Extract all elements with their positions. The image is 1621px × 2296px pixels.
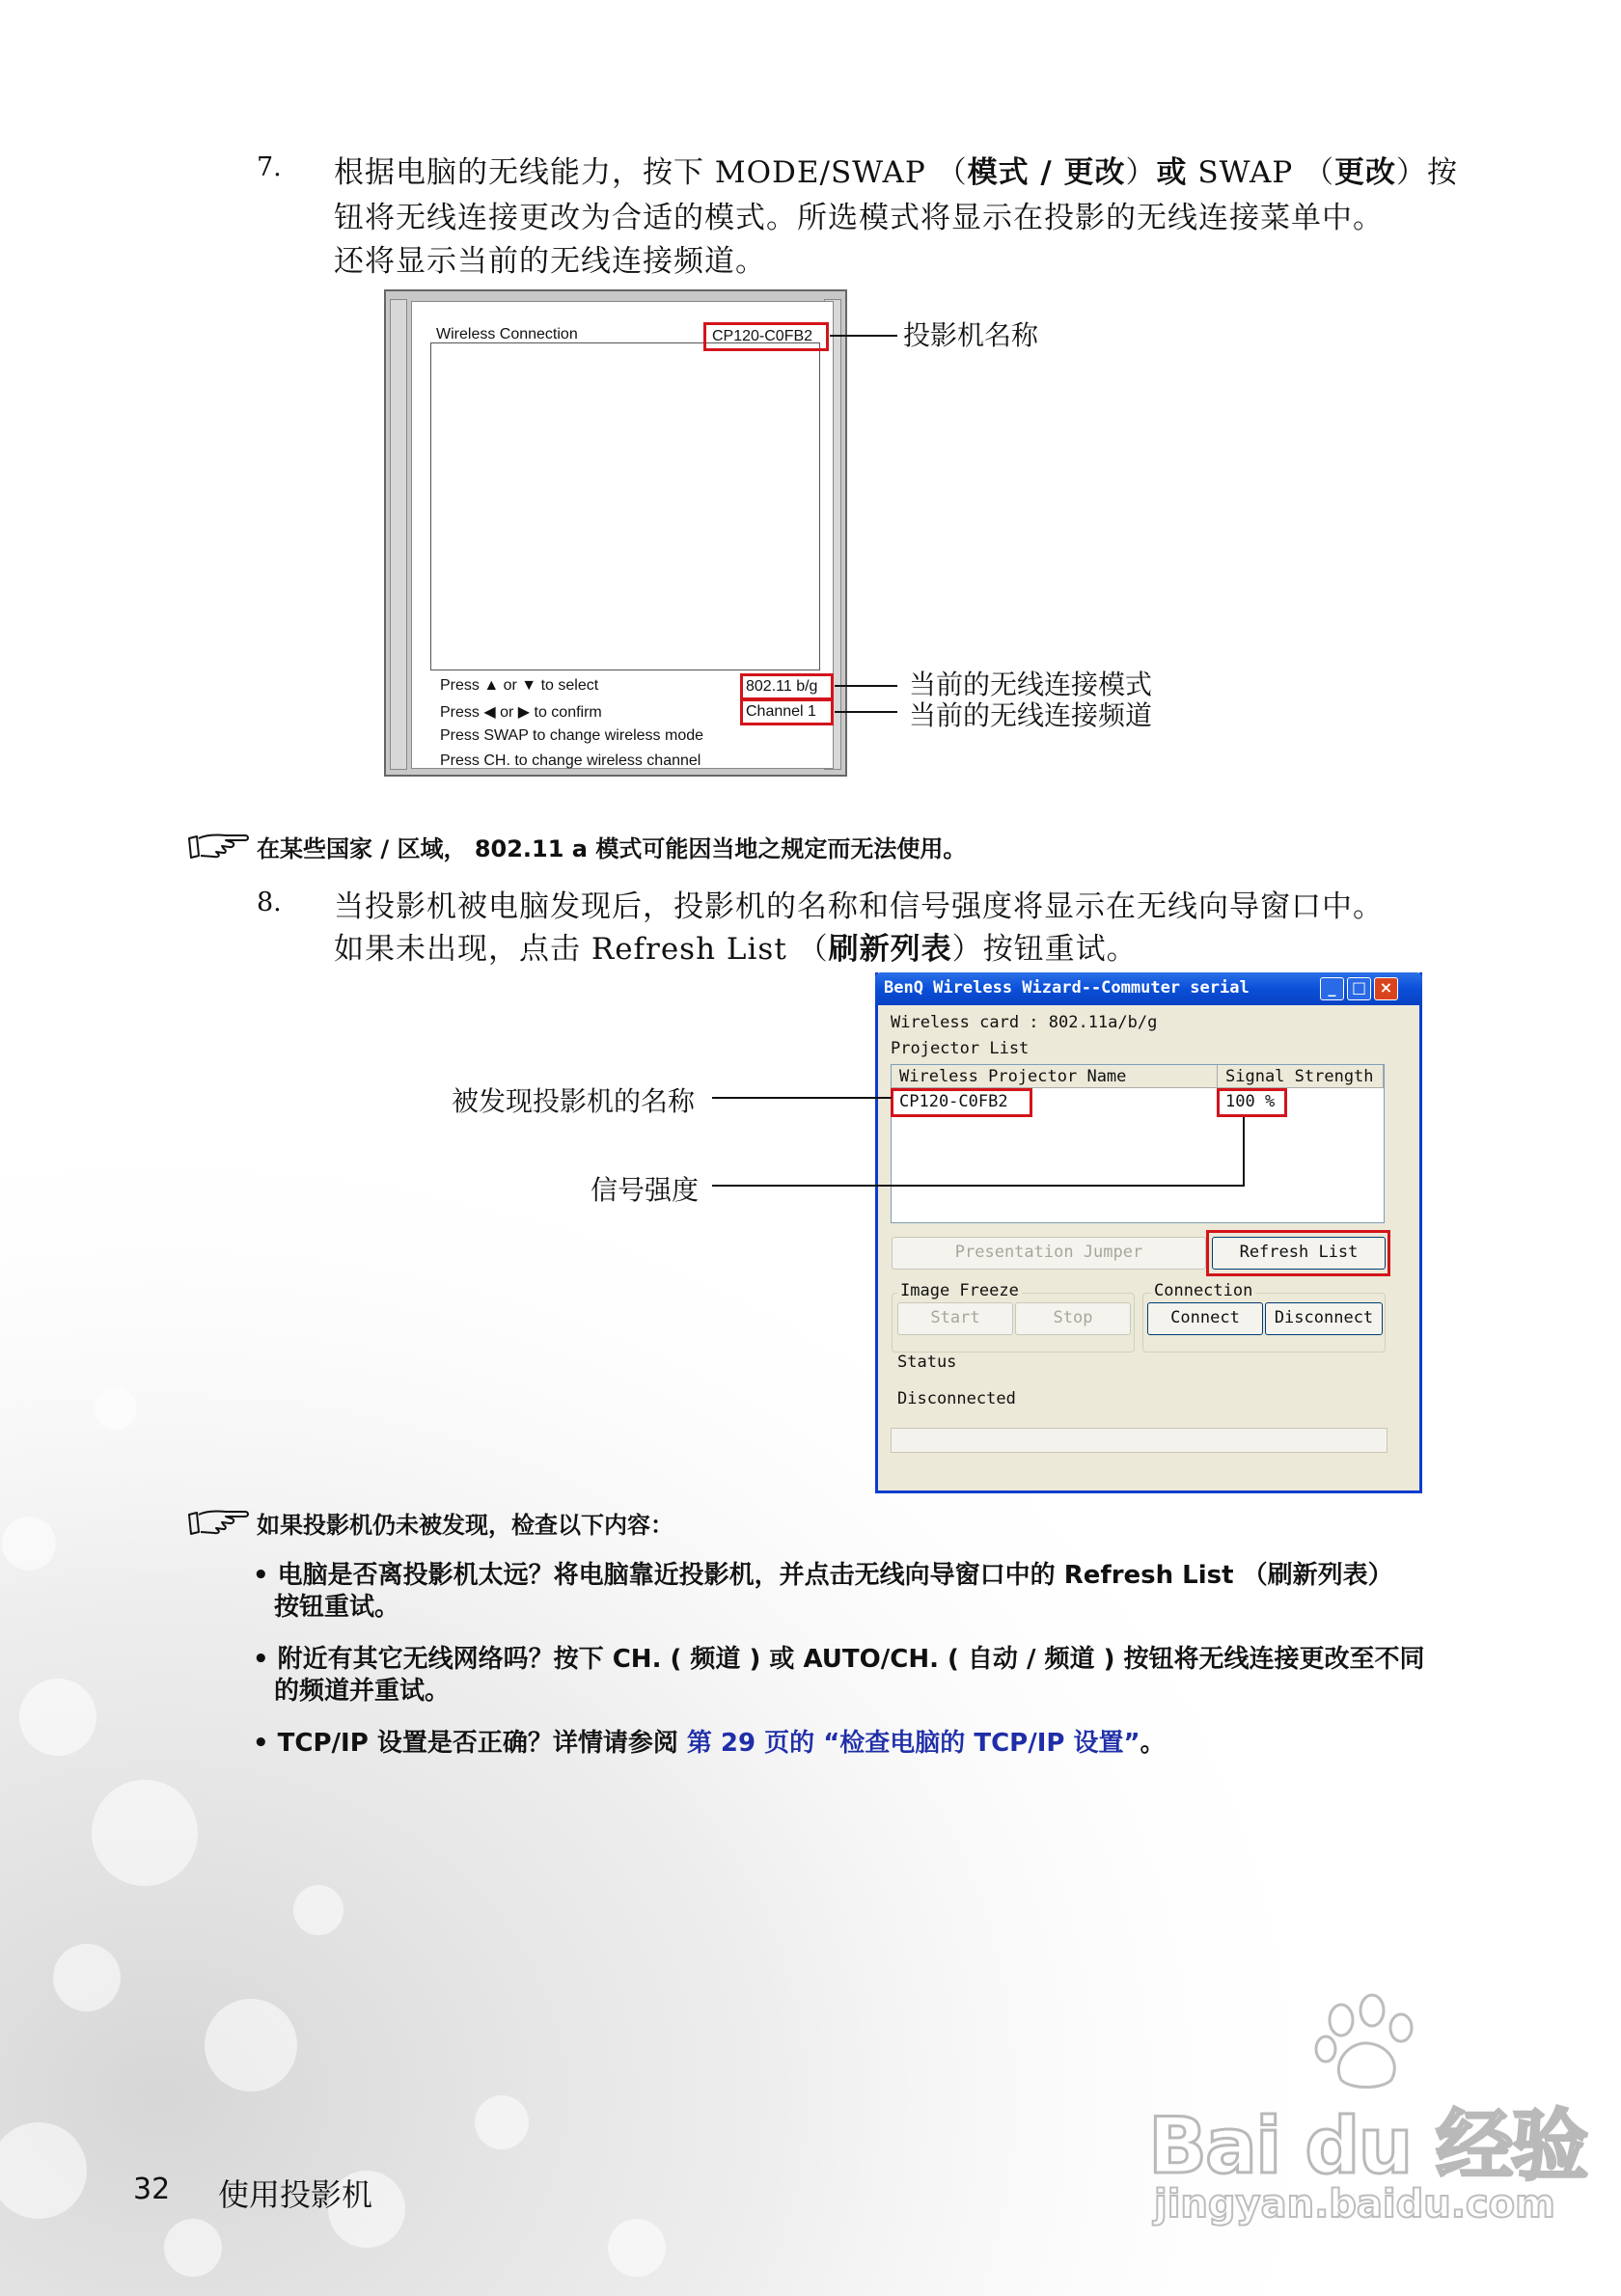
step-7-line-2: 钮将无线连接更改为合适的模式。所选模式将显示在投影的无线连接菜单中。	[334, 201, 1384, 235]
osd-name-highlight	[703, 322, 829, 351]
bullet-distance-line-1: • 电脑是否离投影机太远？将电脑靠近投影机，并点击无线向导窗口中的 Refresh List （刷新列表）	[253, 1561, 1393, 1590]
osd-mode-highlight	[740, 673, 834, 700]
paw-logo-icon	[1312, 1993, 1418, 2090]
osd-instruction-4: Press CH. to change wireless channel	[440, 752, 701, 769]
callout-projector-name: 投影机名称	[903, 319, 1039, 351]
callout-line-signal-v	[1243, 1117, 1245, 1187]
osd-channel-highlight	[740, 698, 834, 725]
note-not-found: 如果投影机仍未被发现，检查以下内容：	[257, 1512, 673, 1539]
row-signal-highlight	[1217, 1088, 1287, 1117]
projector-list-label: Projector List	[891, 1039, 1030, 1058]
step-8-number: 8.	[257, 888, 282, 917]
stop-button[interactable]: Stop	[1015, 1302, 1131, 1335]
step-8-line-2: 如果未出现，点击 Refresh List （刷新列表）按钮重试。	[334, 932, 1138, 967]
close-icon[interactable]: ×	[1374, 977, 1398, 1000]
step-7-line-3: 还将显示当前的无线连接频道。	[334, 244, 766, 279]
callout-line-discovered	[712, 1097, 892, 1099]
osd-instruction-2: Press ◀ or ▶ to confirm	[440, 704, 602, 721]
callout-line-channel	[835, 711, 897, 713]
connect-button[interactable]: Connect	[1147, 1302, 1263, 1335]
maximize-icon[interactable]: □	[1347, 977, 1371, 1000]
image-freeze-label: Image Freeze	[897, 1281, 1022, 1300]
status-label: Status	[897, 1353, 957, 1372]
refresh-highlight	[1206, 1230, 1390, 1276]
refresh-list-button[interactable]: Refresh List	[1212, 1237, 1386, 1270]
column-name-label: Wireless Projector Name	[899, 1067, 1127, 1086]
callout-channel: 当前的无线连接频道	[909, 699, 1153, 731]
column-signal-label: Signal Strength	[1225, 1067, 1374, 1086]
bullet-distance-line-2: 按钮重试。	[274, 1593, 400, 1622]
step-7-line-1: 根据电脑的无线能力，按下 MODE/SWAP （模式 / 更改）或 SWAP （更改）按	[334, 155, 1459, 190]
disconnect-button[interactable]: Disconnect	[1265, 1302, 1383, 1335]
note-80211a: 在某些国家 / 区域， 802.11 a 模式可能因当地之规定而无法使用。	[257, 835, 967, 862]
tcpip-link[interactable]: 第 29 页的 “检查电脑的 TCP/IP 设置”	[686, 1729, 1140, 1758]
connection-label: Connection	[1151, 1281, 1255, 1300]
minimize-icon[interactable]: _	[1320, 977, 1344, 1000]
osd-channel-value: Channel 1	[746, 703, 816, 720]
page-number: 32	[133, 2173, 171, 2206]
callout-signal-strength: 信号强度	[591, 1174, 700, 1206]
bullet-network-line-2: 的频道并重试。	[274, 1677, 451, 1706]
status-value: Disconnected	[897, 1389, 1016, 1408]
status-bar	[891, 1428, 1387, 1453]
note-hand-icon	[187, 1507, 251, 1536]
projector-row-signal: 100 %	[1225, 1092, 1276, 1111]
callout-line-mode	[835, 685, 897, 687]
osd-mode-value: 802.11 b/g	[746, 678, 818, 695]
callout-mode: 当前的无线连接模式	[909, 669, 1153, 700]
osd-instruction-3: Press SWAP to change wireless mode	[440, 727, 704, 744]
bullet-network-line-1: • 附近有其它无线网络吗？按下 CH. ( 频道 ) 或 AUTO/CH. ( 自动 / 频道 ) 按钮将无线连接更改至不同	[253, 1645, 1425, 1674]
presentation-jumper-button[interactable]: Presentation Jumper	[892, 1237, 1206, 1270]
osd-instruction-1: Press ▲ or ▼ to select	[440, 677, 599, 694]
osd-title: Wireless Connection	[436, 326, 578, 342]
projector-row-name[interactable]: CP120-C0FB2	[899, 1092, 1008, 1111]
callout-line-name	[830, 335, 897, 337]
step-8-line-1: 当投影机被电脑发现后，投影机的名称和信号强度将显示在无线向导窗口中。	[334, 889, 1384, 924]
osd-projector-name: CP120-C0FB2	[712, 328, 813, 344]
watermark-url: jingyan.baidu.com	[1154, 2182, 1555, 2227]
bullet-tcpip: • TCP/IP 设置是否正确？详情请参阅 第 29 页的 “检查电脑的 TCP/IP 设置”。	[253, 1729, 1166, 1758]
section-title: 使用投影机	[218, 2176, 373, 2213]
watermark-logo: Bai du 经验	[1148, 2101, 1587, 2191]
callout-line-signal-h	[712, 1185, 1245, 1187]
start-button[interactable]: Start	[897, 1302, 1013, 1335]
osd-list-area	[430, 342, 820, 670]
row-name-highlight	[891, 1088, 1032, 1117]
wireless-card-label: Wireless card : 802.11a/b/g	[891, 1013, 1158, 1032]
note-hand-icon	[187, 831, 251, 860]
step-7-number: 7.	[257, 152, 282, 182]
wizard-title: BenQ Wireless Wizard--Commuter serial	[884, 978, 1250, 998]
callout-discovered-name: 被发现投影机的名称	[452, 1085, 696, 1117]
